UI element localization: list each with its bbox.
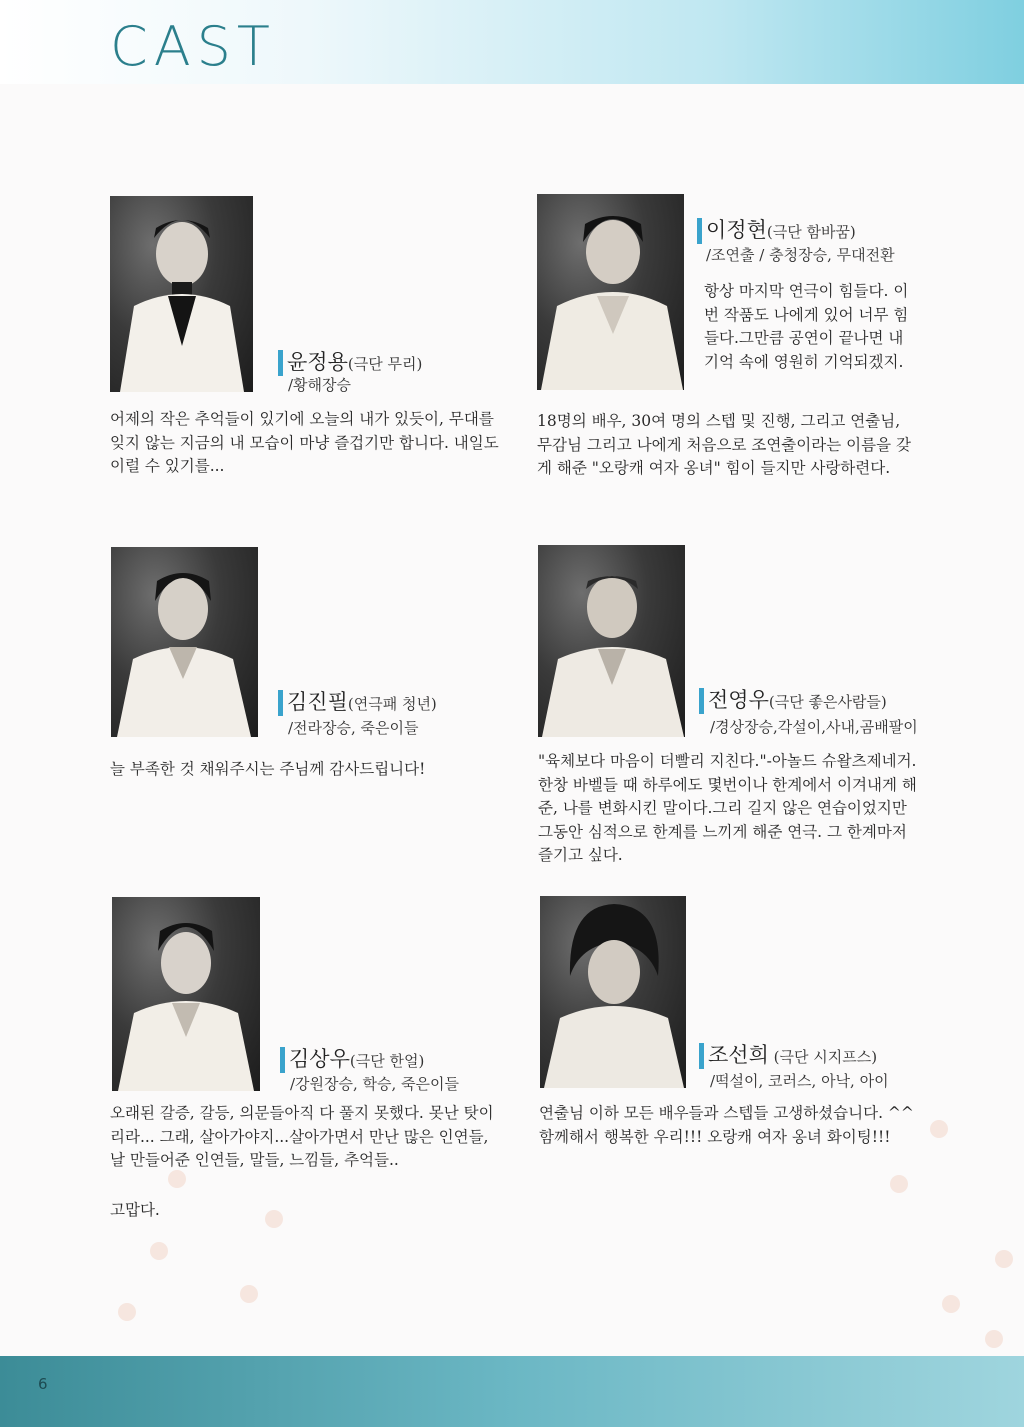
- cast-name-text: 김진필: [287, 690, 348, 714]
- cast-name-text: 조선희: [708, 1043, 769, 1067]
- portrait-photo: [111, 547, 258, 737]
- cast-name-text: 김상우: [289, 1047, 350, 1071]
- cast-role: /조연출 / 충청장승, 무대전환: [706, 246, 895, 264]
- cast-quote: 18명의 배우, 30여 명의 스텝 및 진행, 그리고 연출님, 무감님 그리고 나에게 처음으로 조연출이라는 이름을 갖게 해준 "오랑캐 여자 옹녀" 힘이 들지만 사랑하련다.: [537, 412, 911, 477]
- cast-name-text: 이정현: [706, 218, 767, 242]
- cast-role: /전라장승, 죽은이들: [288, 719, 419, 737]
- decor-dot: [890, 1175, 908, 1193]
- cast-troupe: (극단 한얼): [349, 1052, 425, 1070]
- portrait-photo: [538, 545, 685, 737]
- decor-dot: [150, 1242, 168, 1260]
- cast-role: /떡설이, 코러스, 아낙, 아이: [710, 1072, 889, 1090]
- decor-dot: [995, 1250, 1013, 1268]
- cast-name-text: 전영우: [708, 688, 769, 712]
- decor-dot: [942, 1295, 960, 1313]
- cast-name-text: 윤정용: [287, 350, 348, 374]
- cast-quote-side: 항상 마지막 연극이 힘들다. 이번 작품도 나에게 있어 너무 힘들다.그만큼 공연이 끝나면 내 기억 속에 영원히 기억되겠지.: [704, 282, 909, 371]
- cast-name: [699, 688, 887, 714]
- page-title: CAST: [110, 15, 276, 78]
- portrait-photo: [540, 896, 686, 1088]
- cast-name: [278, 350, 422, 376]
- cast-troupe: (연극패 청년): [347, 695, 437, 713]
- cast-troupe: (극단 좋은사람들): [768, 693, 887, 711]
- cast-name: [280, 1047, 424, 1073]
- decor-dot: [985, 1330, 1003, 1348]
- cast-quote-end: 고맙다.: [110, 1201, 160, 1219]
- decor-dot: [240, 1285, 258, 1303]
- cast-quote: "육체보다 마음이 더빨리 지친다."-아놀드 슈왈츠제네거. 한창 바벨들 때 하루에도 몇번이나 한계에서 이겨내게 해준, 나를 변화시킨 말이다.그리 길지 않은 연습이었지만 그동안 심적으로 한계를 느끼게 해준 연극. 그 한계마저 즐기고 싶다.: [538, 752, 917, 864]
- cast-quote: 늘 부족한 것 채워주시는 주님께 감사드립니다!: [110, 760, 426, 778]
- cast-quote: 연출님 이하 모든 배우들과 스텝들 고생하셨습니다. ^^함께해서 행복한 우리!!! 오랑캐 여자 옹녀 화이팅!!!: [539, 1104, 914, 1146]
- cast-troupe: (극단 시지프스): [768, 1048, 878, 1066]
- page-number: 6: [38, 1375, 48, 1393]
- portrait-photo: [112, 897, 260, 1091]
- portrait-photo: [110, 196, 253, 392]
- cast-role: /강원장승, 학승, 죽은이들: [290, 1075, 460, 1093]
- cast-name: [699, 1043, 877, 1069]
- cast-quote: 어제의 작은 추억들이 있기에 오늘의 내가 있듯이, 무대를 잊지 않는 지금의 내 모습이 마냥 즐겁기만 합니다. 내일도 이럴 수 있기를...: [110, 410, 499, 475]
- cast-troupe: (극단 무리): [347, 355, 423, 373]
- portrait-photo: [537, 194, 684, 390]
- cast-quote: 오래된 갈증, 갈등, 의문들아직 다 풀지 못했다. 못난 탓이리라... 그래, 살아가야지...살아가면서 만난 많은 인연들, 날 만들어준 인연들, 말들, 느낌들, 추억들..: [110, 1104, 494, 1169]
- cast-role: /경상장승,각설이,사내,곰배팔이: [710, 718, 918, 736]
- cast-name: [697, 218, 856, 244]
- decor-dot: [118, 1303, 136, 1321]
- footer-band: [0, 1356, 1024, 1427]
- cast-troupe: (극단 함바꿈): [766, 223, 856, 241]
- cast-name: [278, 690, 437, 716]
- cast-role: /황해장승: [288, 376, 352, 394]
- decor-dot: [930, 1120, 948, 1138]
- decor-dot: [168, 1170, 186, 1188]
